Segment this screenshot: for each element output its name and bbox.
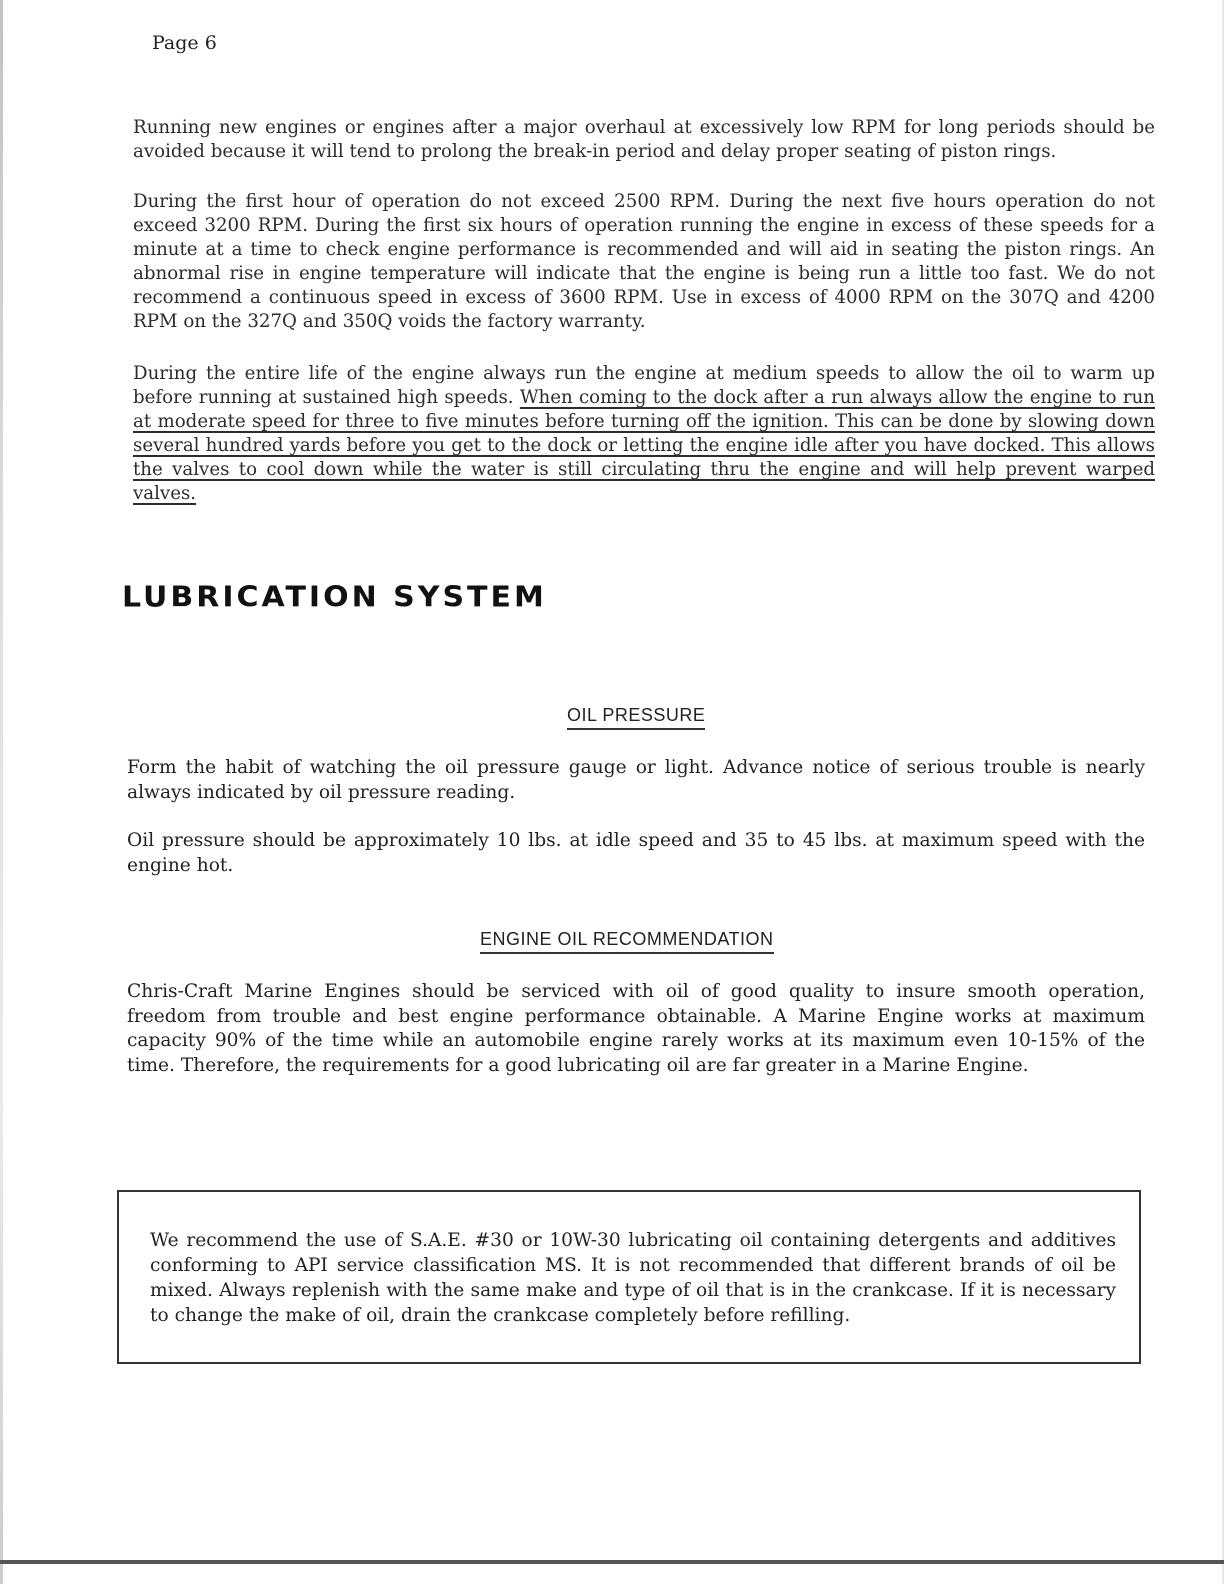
paragraph-rpm-limits: During the first hour of operation do not exceed 2500 RPM. During the next five hours operation do not exceed 3200 RPM. During the first six hours of operation running the engine in excess of these speeds for a minute at a time to check engine performance is recommended and will aid in seating the piston rings. An abnormal rise in engine temperature will indicate that the engine is being run a little too fast. We do not recommend a continuous speed in excess of 3600 RPM. Use in excess of 4000 RPM on the 307Q and 4200 RPM on the 327Q and 350Q voids the factory warranty. bbox=[133, 191, 1155, 332]
cool-down-underlined-text: When coming to the dock after a run always allow the engine to run at moderate speed for three to five minutes before turning off the ignition. This can be done by slowing down several hundred yards before you get to the dock or letting the engine idle after you have docked. This allows the valves to cool down while the water is still circulating thru the engine and will help prevent warped valves. bbox=[133, 387, 1156, 504]
scan-bottom-line bbox=[0, 1560, 1224, 1564]
paragraph-break-in: Running new engines or engines after a major overhaul at excessively low RPM for long periods should be avoided because it will tend to prolong the break-in period and delay proper seating of piston rings. bbox=[133, 117, 1155, 162]
warm-up-text: During the entire life of the engine always run the engine at medium speeds to allow the oil to warm up before running at sustained high speeds. bbox=[133, 363, 1155, 408]
paragraph-oil-quality: Chris-Craft Marine Engines should be serviced with oil of good quality to insure smooth operation, freedom from trouble and best engine performance obtainable. A Marine Engine works at maximum capacity 90% of the time while an automobile engine rarely works at its maximum even 10-15% of the time. Therefore, the requirements for a good lubricating oil are far greater in a Marine Engine. bbox=[127, 981, 1145, 1076]
section-title: LUBRICATION SYSTEM bbox=[122, 580, 547, 615]
oil-pressure-heading: OIL PRESSURE bbox=[567, 705, 705, 730]
paragraph-oil-gauge: Form the habit of watching the oil pressure gauge or light. Advance notice of serious trouble is nearly always indicated by oil pressure reading. bbox=[127, 757, 1145, 803]
paragraph-warm-up bbox=[133, 362, 1155, 506]
paragraph-oil-pressure-values: Oil pressure should be approximately 10 lbs. at idle speed and 35 to 45 lbs. at maximum speed with the engine hot. bbox=[127, 830, 1145, 876]
engine-oil-heading: ENGINE OIL RECOMMENDATION bbox=[480, 929, 774, 954]
oil-recommendation-box bbox=[117, 1190, 1141, 1364]
oil-recommendation-text: We recommend the use of S.A.E. #30 or 10W-30 lubricating oil containing detergents and additives conforming to API service classification MS. It is not recommended that different brands of oil be mixed. Always replenish with the same make and type of oil that is in the crankcase. If it is necessary to change the make of oil, drain the crankcase completely before refilling. bbox=[150, 1230, 1116, 1326]
scan-left-edge bbox=[0, 0, 3, 1584]
page-number: Page 6 bbox=[152, 32, 217, 54]
